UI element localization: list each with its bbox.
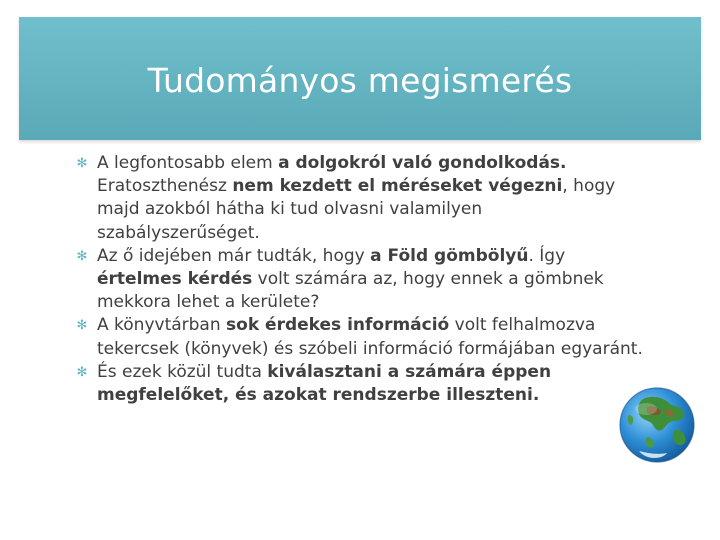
slide-title: Tudományos megismerés [147, 61, 573, 100]
bullet-item [75, 361, 650, 407]
bold-text-run: a dolgokról való gondolkodás. [278, 153, 567, 173]
text-run: A legfontosabb elem [97, 153, 279, 173]
bold-text-run: sok érdekes információ [226, 315, 450, 336]
bullet-item [75, 152, 650, 245]
text-run: És ezek közül tudta [97, 361, 268, 382]
bullet-text [97, 315, 643, 358]
asterisk-bullet-icon: ✻ [76, 318, 88, 334]
asterisk-bullet-icon: ✻ [76, 364, 88, 380]
bullet-item [75, 314, 650, 360]
bold-text-run: nem kezdett el méréseket végezni [232, 176, 563, 197]
text-run: volt felhalmozva tekercsek (könyvek) és szóbeli információ formájában egyaránt. [97, 315, 643, 359]
text-run: Eratoszthenész [97, 176, 233, 197]
asterisk-bullet-icon: ✻ [76, 156, 88, 171]
text-run: A könyvtárban [97, 315, 227, 336]
text-run: , hogy majd azokból hátha ki tud olvasni valamilyen szabályszerűséget. [97, 176, 616, 243]
title-band [19, 17, 701, 140]
text-run: Az ő idejében már tudták, hogy [97, 245, 371, 266]
bullet-list [75, 152, 650, 407]
bold-text-run: értelmes kérdés [97, 269, 253, 290]
bullet-text [97, 153, 615, 243]
asterisk-bullet-icon: ✻ [76, 248, 88, 264]
text-run: . Így [528, 245, 566, 266]
bullet-item [75, 245, 650, 315]
text-run: volt számára az, hogy ennek a gömbnek mekkora lehet a kerülete? [97, 269, 604, 313]
bullet-text [97, 246, 604, 312]
bold-text-run: kiválasztani a számára éppen megfelelőket, és azokat rendszerbe illeszteni. [97, 361, 552, 406]
bold-text-run: a Föld gömbölyű [370, 245, 529, 266]
earth-globe-icon [617, 385, 697, 465]
bullet-text [97, 362, 551, 405]
